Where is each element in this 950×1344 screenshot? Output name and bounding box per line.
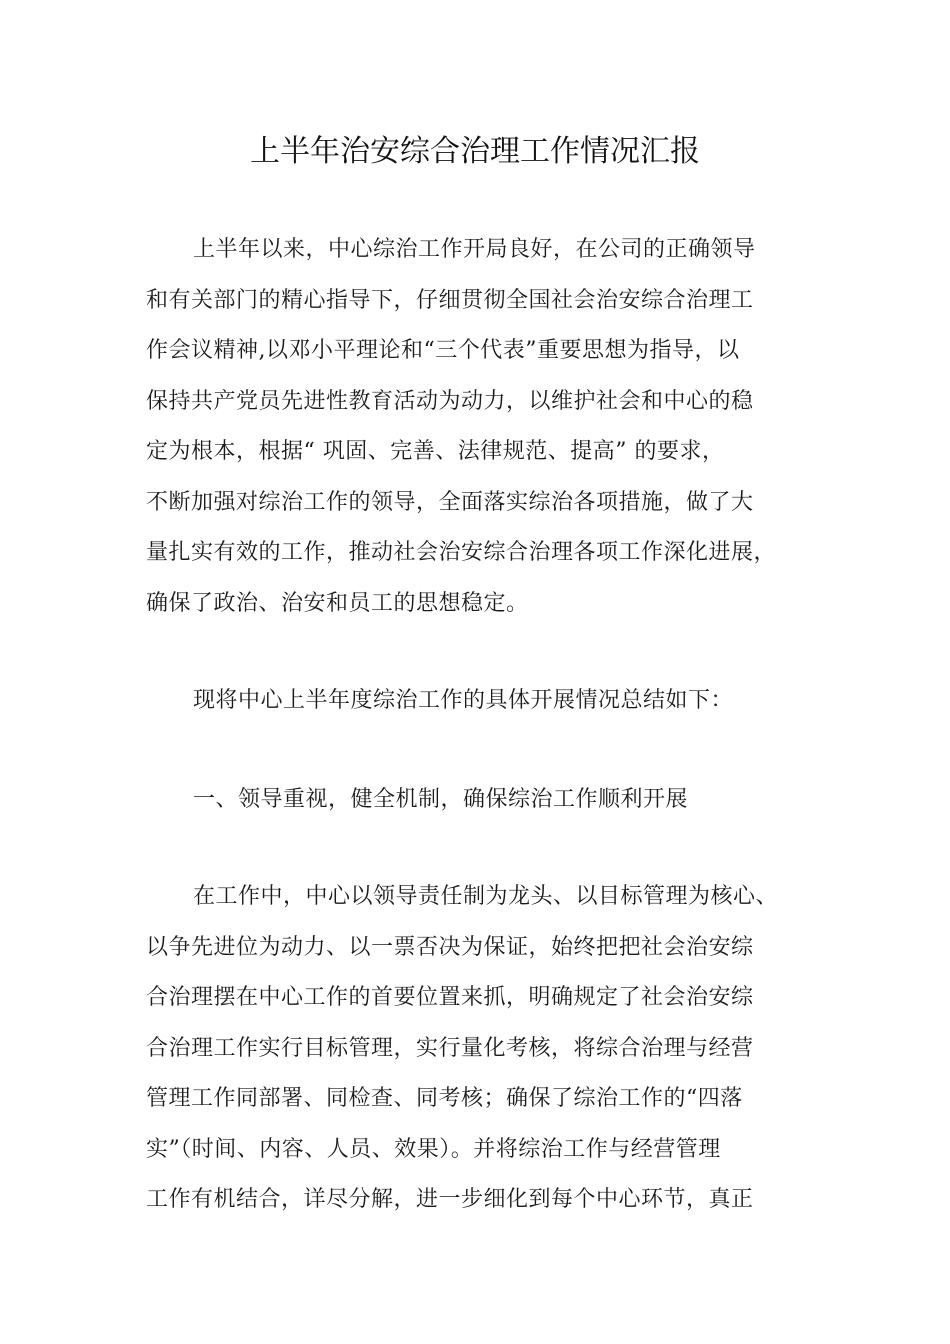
text-line: 合治理工作实行目标管理，实行量化考核，将综合治理与经营 — [146, 1035, 754, 1061]
text-line: 以争先进位为动力、以一票否决为保证，始终把把社会治安综 — [146, 934, 754, 960]
text-line: 确保了政治、治安和员工的思想稳定。 — [146, 590, 529, 616]
text-line: 保持共产党员先进性教育活动为动力，以维护社会和中心的稳 — [146, 388, 754, 414]
text-line: 工作有机结合，详尽分解，进一步细化到每个中心环节，真正 — [146, 1187, 754, 1212]
paragraph-section-1 — [146, 872, 846, 1226]
text-line: 定为根本，根据“ 巩固、完善、法律规范、提高” 的要求， — [146, 439, 725, 464]
text-line: 作会议精神,以邓小平理论和“三个代表”重要思想为指导，以 — [146, 338, 740, 363]
text-line: 在工作中，中心以领导责任制为龙头、以目标管理为核心、 — [193, 884, 779, 909]
text-line: 实”（时间、内容、人员、效果）。并将综治工作与经营管理 — [146, 1136, 721, 1162]
text-line: 量扎实有效的工作，推动社会治安综合治理各项工作深化进展， — [146, 540, 777, 565]
text-line: 和有关部门的精心指导下，仔细贯彻全国社会治安综合治理工 — [146, 287, 754, 313]
section-heading-1 — [146, 775, 846, 826]
text-line: 合治理摆在中心工作的首要位置来抓，明确规定了社会治安综 — [146, 985, 754, 1010]
section-heading-text: 一、领导重视，健全机制，确保综治工作顺利开展 — [193, 787, 689, 812]
paragraph-summary-intro — [146, 676, 846, 727]
document-title: 上半年治安综合治理工作情况汇报 — [250, 134, 700, 169]
text-line: 管理工作同部署、同检查、同考核；确保了综治工作的“四落 — [146, 1086, 743, 1111]
text-line: 现将中心上半年度综治工作的具体开展情况总结如下： — [193, 688, 734, 713]
text-line: 上半年以来，中心综治工作开局良好，在公司的正确领导 — [193, 237, 756, 262]
text-line: 不断加强对综治工作的领导，全面落实综治各项措施，做了大 — [146, 489, 754, 515]
paragraph-intro — [146, 225, 846, 629]
